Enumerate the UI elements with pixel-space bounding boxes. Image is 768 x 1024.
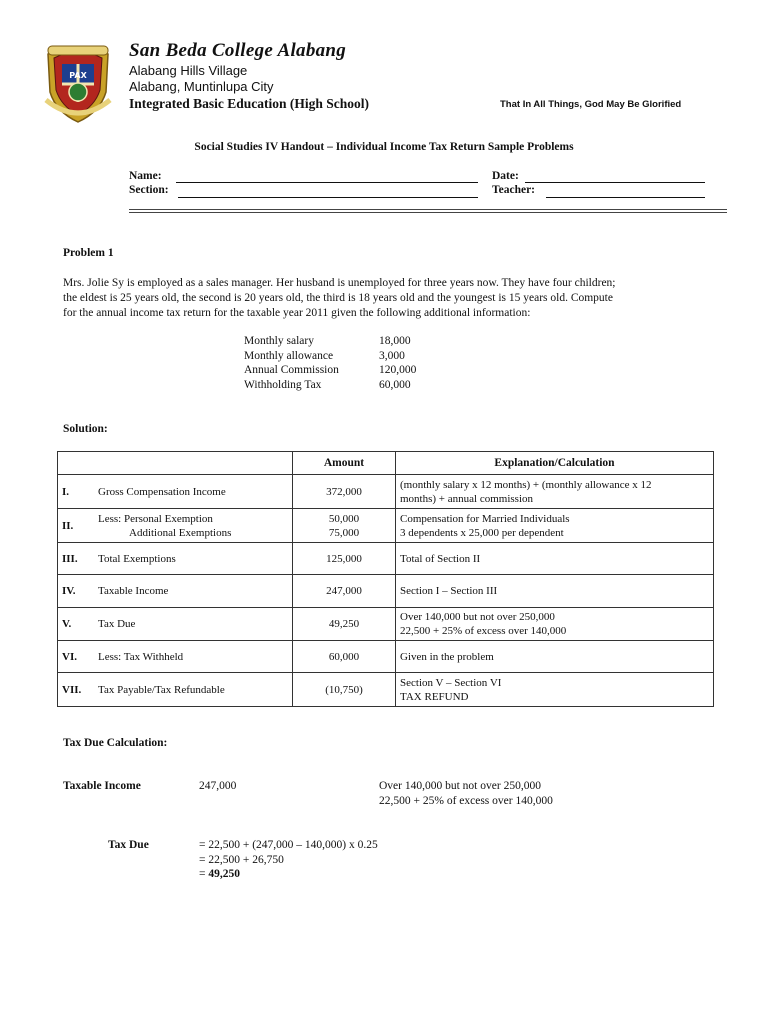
row-number: V. (58, 608, 95, 641)
row-description: Tax Due (94, 608, 293, 641)
given-label: Monthly salary (244, 335, 314, 347)
problem-text (63, 276, 723, 321)
bracket-info (379, 779, 553, 808)
row-description: Less: Tax Withheld (94, 641, 293, 673)
address-line-1: Alabang Hills Village (129, 63, 248, 78)
row-explanation (396, 509, 714, 543)
table-row (58, 641, 714, 673)
row-explanation: Given in the problem (396, 641, 714, 673)
explanation-line: Compensation for Married Individuals (400, 512, 570, 525)
calc-step: = 22,500 + (247,000 – 140,000) x 0.25 (199, 839, 378, 851)
tax-due-result: 49,250 (208, 868, 240, 880)
explanation-line: (monthly salary x 12 months) + (monthly allowance x 12 (400, 478, 652, 491)
taxable-income-value: 247,000 (199, 780, 237, 792)
row-number: II. (58, 509, 95, 543)
column-header-amount: Amount (293, 452, 396, 475)
school-crest-logo (40, 40, 116, 124)
description-line: Less: Personal Exemption (98, 512, 213, 525)
given-value: 3,000 (379, 349, 405, 362)
column-header-explanation: Explanation/Calculation (396, 452, 714, 475)
row-description (94, 509, 293, 543)
teacher-label: Teacher: (492, 184, 536, 196)
row-number: IV. (58, 575, 95, 608)
row-description: Gross Compensation Income (94, 475, 293, 509)
header-divider (129, 209, 727, 210)
solution-table (57, 451, 714, 707)
row-amount (293, 509, 396, 543)
problem-heading: Problem 1 (63, 247, 114, 259)
section-field[interactable] (178, 197, 478, 198)
svg-text:PAX: PAX (69, 71, 87, 80)
department-name: Integrated Basic Education (High School) (129, 96, 370, 111)
table-row (58, 673, 714, 707)
teacher-field[interactable] (546, 197, 705, 198)
date-field[interactable] (525, 182, 705, 183)
name-field[interactable] (176, 182, 478, 183)
handout-title: Social Studies IV Handout – Individual Income Tax Return Sample Problems (194, 141, 574, 153)
taxable-income-label: Taxable Income (63, 780, 141, 792)
problem-text-line: Mrs. Jolie Sy is employed as a sales manager. Her husband is unemployed for three years now. They have four children; (63, 277, 616, 289)
calc-step: = 22,500 + 26,750 (199, 853, 284, 866)
row-number: I. (58, 475, 95, 509)
tax-due-calc-heading: Tax Due Calculation: (63, 737, 168, 749)
bracket-line: Over 140,000 but not over 250,000 (379, 780, 541, 792)
calc-step-prefix: = (199, 868, 209, 880)
name-label: Name: (129, 170, 162, 182)
explanation-line: 3 dependents x 25,000 per dependent (400, 526, 564, 539)
row-amount: 60,000 (293, 641, 396, 673)
table-header-row (58, 452, 714, 475)
table-row (58, 543, 714, 575)
row-explanation: Section I – Section III (396, 575, 714, 608)
explanation-line: Section V – Section VI (400, 676, 502, 689)
table-row (58, 575, 714, 608)
row-explanation (396, 608, 714, 641)
given-value: 60,000 (379, 378, 411, 391)
row-explanation (396, 475, 714, 509)
bracket-line: 22,500 + 25% of excess over 140,000 (379, 794, 553, 807)
row-amount: 372,000 (293, 475, 396, 509)
row-amount: 49,250 (293, 608, 396, 641)
date-label: Date: (492, 170, 519, 182)
row-explanation (396, 673, 714, 707)
tax-due-label: Tax Due (108, 839, 149, 851)
row-number: VII. (58, 673, 95, 707)
given-label: Annual Commission (244, 364, 339, 376)
tax-due-steps (199, 838, 378, 882)
table-row (58, 475, 714, 509)
row-number: VI. (58, 641, 95, 673)
given-label: Monthly allowance (244, 349, 334, 362)
description-line: Additional Exemptions (129, 526, 232, 539)
explanation-line: TAX REFUND (400, 690, 469, 703)
given-labels (244, 334, 339, 392)
row-amount: 125,000 (293, 543, 396, 575)
table-row (58, 509, 714, 543)
row-amount: (10,750) (293, 673, 396, 707)
row-description: Tax Payable/Tax Refundable (94, 673, 293, 707)
school-name: San Beda College Alabang (129, 40, 347, 61)
solution-heading: Solution: (63, 423, 108, 435)
explanation-line: 22,500 + 25% of excess over 140,000 (400, 625, 567, 637)
explanation-line: months) + annual commission (400, 492, 533, 505)
row-description: Total Exemptions (94, 543, 293, 575)
table-header-blank (58, 452, 293, 475)
section-label: Section: (129, 184, 169, 196)
school-motto: That In All Things, God May Be Glorified (500, 99, 682, 110)
problem-text-line: the eldest is 25 years old, the second is 20 years old, the third is 18 years old and the youngest is 15 years old. Compute (63, 292, 613, 304)
amount-line: 50,000 (328, 512, 360, 525)
header-divider-second (129, 212, 727, 213)
row-description: Taxable Income (94, 575, 293, 608)
given-values (379, 334, 416, 392)
problem-text-line: for the annual income tax return for the taxable year 2011 given the following additional information: (63, 307, 531, 319)
row-amount: 247,000 (293, 575, 396, 608)
calc-step-result (199, 867, 378, 882)
row-explanation: Total of Section II (396, 543, 714, 575)
given-label: Withholding Tax (244, 378, 322, 391)
row-number: III. (58, 543, 95, 575)
given-value: 18,000 (379, 335, 411, 347)
table-row (58, 608, 714, 641)
address-line-2: Alabang, Muntinlupa City (129, 79, 274, 94)
explanation-line: Over 140,000 but not over 250,000 (400, 611, 555, 623)
amount-line: 75,000 (328, 526, 360, 539)
given-value: 120,000 (379, 364, 417, 376)
